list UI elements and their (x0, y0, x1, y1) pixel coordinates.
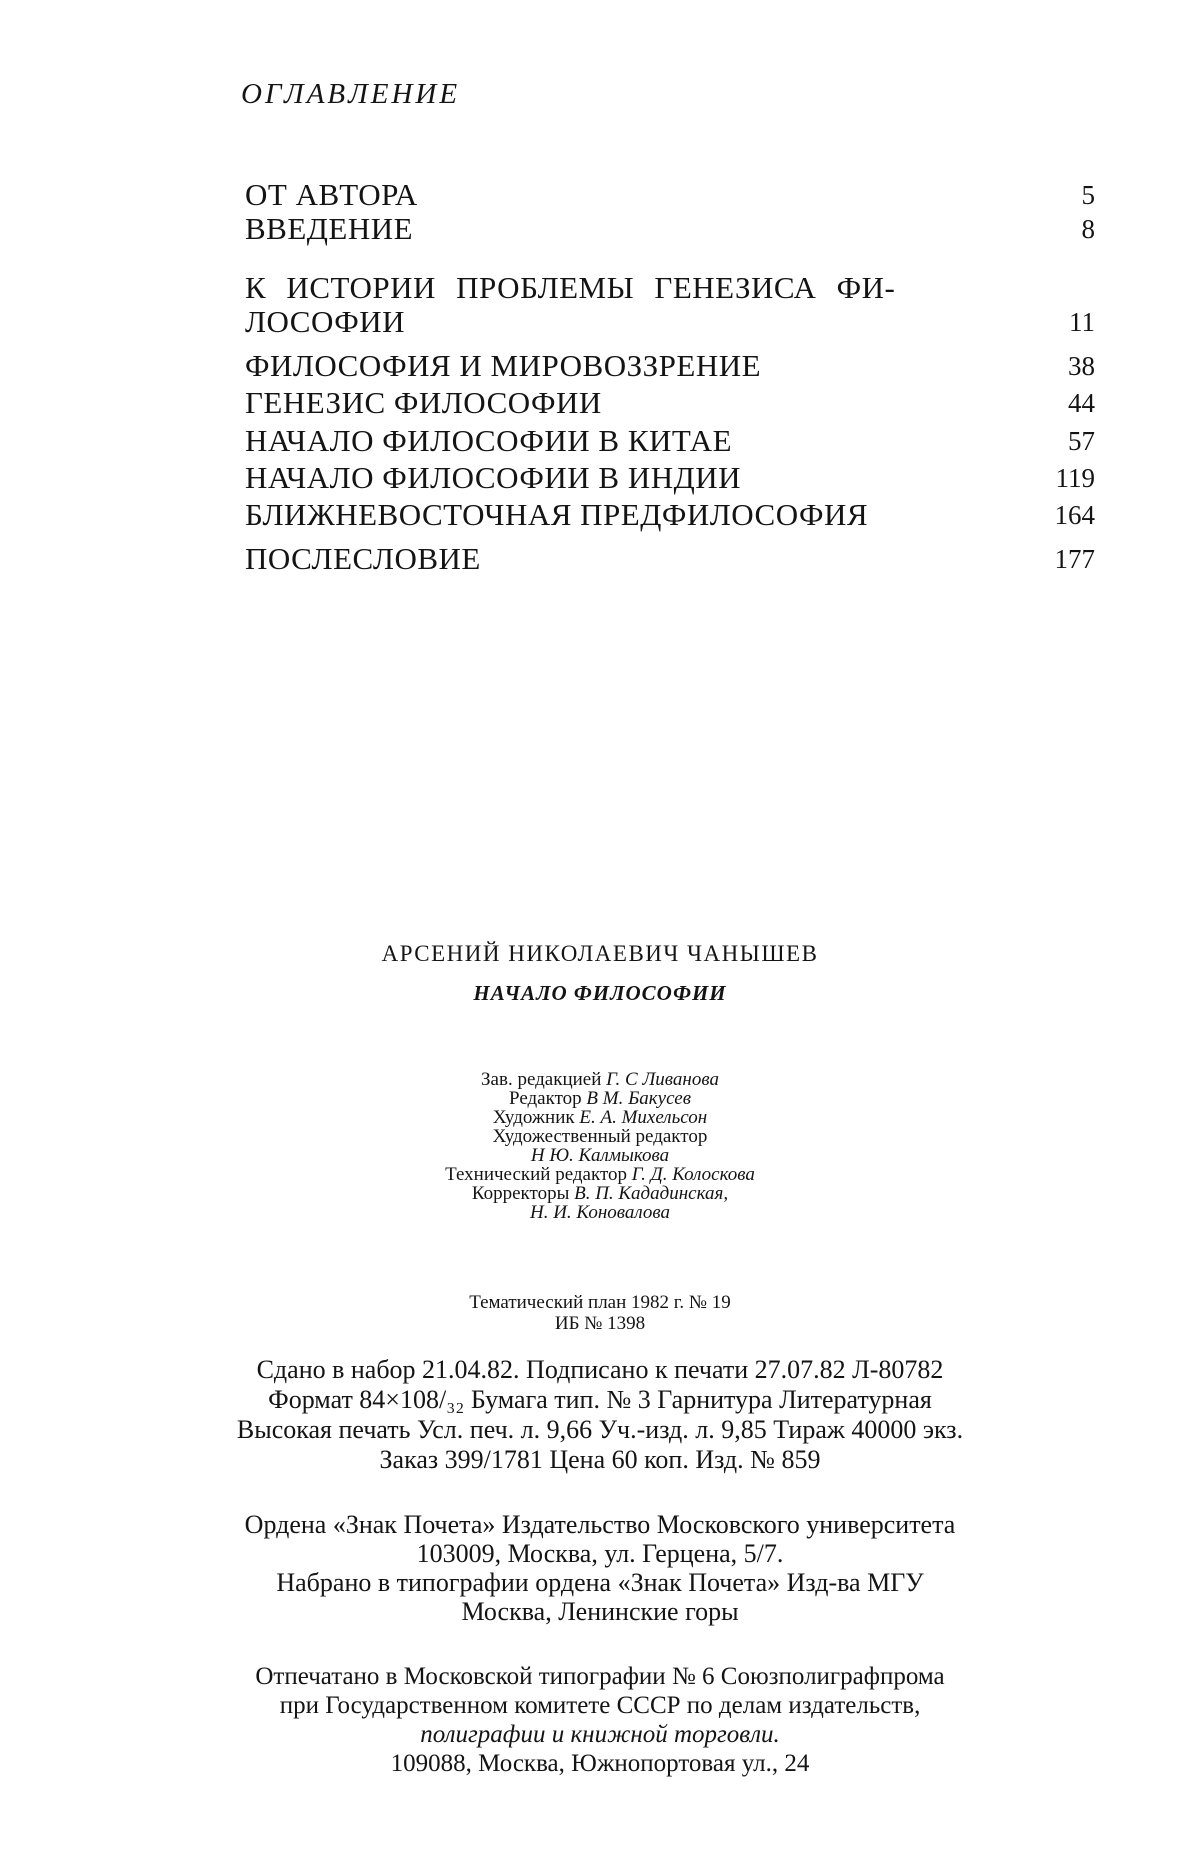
imprint-line: Формат 84×108/₃₂ Бумага тип. № 3 Гарнитура Литературная (268, 1385, 932, 1414)
toc-entry-page: 119 (1055, 463, 1095, 493)
toc-entry-title-continued: ЛОСОФИИ (245, 304, 405, 339)
toc-entry-title: ПОСЛЕСЛОВИЕ (245, 541, 481, 576)
publisher-line: Ордена «Знак Почета» Издательство Московского университета (244, 1510, 956, 1539)
imprint-line: Заказ 399/1781 Цена 60 коп. Изд. № 859 (379, 1445, 821, 1474)
credit-person: Г. Д. Колоскова (631, 1164, 755, 1185)
toc-entry-title: ГЕНЕЗИС ФИЛОСОФИИ (245, 385, 602, 420)
printer-line: 109088, Москва, Южнопортовая ул., 24 (390, 1750, 810, 1777)
colophon-publisher (0, 1510, 1200, 1626)
credit-role: Корректоры (471, 1183, 570, 1204)
credit-person: В М. Бакусев (586, 1088, 691, 1109)
toc-entry (245, 212, 1095, 246)
colophon-printer (0, 1662, 1200, 1778)
credit-line (0, 1203, 1200, 1222)
colophon-plan (0, 1292, 1200, 1334)
toc-entry-page: 44 (1068, 388, 1095, 418)
credit-role: Художник (492, 1107, 575, 1128)
credit-role: Редактор (509, 1088, 582, 1109)
publisher-line: Набрано в типографии ордена «Знак Почета» Изд-ва МГУ (276, 1568, 924, 1597)
toc-entry (245, 424, 1095, 458)
toc-heading: ОГЛАВЛЕНИЕ (241, 78, 461, 110)
toc-entry (245, 271, 1095, 339)
credit-role: Зав. редакцией (481, 1069, 602, 1090)
toc-entry-title: НАЧАЛО ФИЛОСОФИИ В ИНДИИ (245, 460, 742, 495)
colophon-book-title: НАЧАЛО ФИЛОСОФИИ (473, 981, 727, 1005)
toc-entry-title: ФИЛОСОФИЯ И МИРОВОЗЗРЕНИЕ (245, 348, 762, 383)
toc-entry-title: БЛИЖНЕВОСТОЧНАЯ ПРЕДФИЛОСОФИЯ (245, 497, 869, 532)
credit-person: Н. И. Коновалова (529, 1202, 670, 1223)
toc-entry (245, 461, 1095, 495)
toc-entry-title: ОТ АВТОРА (245, 177, 418, 212)
toc-entry (245, 498, 1095, 532)
toc-entry (245, 178, 1095, 212)
toc-entry-page: 164 (1054, 500, 1095, 530)
toc-entry-page: 177 (1054, 544, 1095, 574)
toc-entry (245, 386, 1095, 420)
imprint-line: Сдано в набор 21.04.82. Подписано к печати 27.07.82 Л-80782 (256, 1355, 944, 1384)
colophon-author: АРСЕНИЙ НИКОЛАЕВИЧ ЧАНЫШЕВ (381, 941, 819, 966)
colophon-imprint (0, 1355, 1200, 1475)
toc-entry-page: 5 (1081, 180, 1095, 210)
plan-line: Тематический план 1982 г. № 19 (469, 1292, 731, 1313)
toc-entry-title: НАЧАЛО ФИЛОСОФИИ В КИТАЕ (245, 423, 733, 458)
printer-line: полиграфии и книжной торговли. (420, 1721, 780, 1748)
credit-line (0, 1165, 1200, 1184)
credit-line (0, 1127, 1200, 1146)
toc-entry-page: 11 (1069, 307, 1095, 337)
toc-entry (245, 349, 1095, 383)
credit-line (0, 1108, 1200, 1127)
credit-person: Н Ю. Калмыкова (530, 1145, 670, 1166)
toc-entry-page: 38 (1068, 351, 1095, 381)
toc-entry-page: 57 (1068, 426, 1095, 456)
credit-line (0, 1070, 1200, 1089)
credit-line (0, 1184, 1200, 1203)
credit-line (0, 1089, 1200, 1108)
imprint-line: Высокая печать Усл. печ. л. 9,66 Уч.-изд. л. 9,85 Тираж 40000 экз. (236, 1415, 964, 1444)
printer-line: при Государственном комитете СССР по делам издательств, (279, 1692, 921, 1719)
plan-line: ИБ № 1398 (554, 1313, 646, 1334)
credit-person: В. П. Кададинская, (574, 1183, 729, 1204)
printer-line: Отпечатано в Московской типографии № 6 Союзполиграфпрома (255, 1663, 945, 1690)
credit-person: Г. С Ливанова (606, 1069, 719, 1090)
credit-role: Художественный редактор (492, 1126, 708, 1147)
toc-entry-title: К ИСТОРИИ ПРОБЛЕМЫ ГЕНЕЗИСА ФИ- (245, 270, 896, 305)
colophon-credits (0, 1070, 1200, 1222)
publisher-line: Москва, Ленинские горы (461, 1597, 739, 1626)
credit-role: Технический редактор (445, 1164, 628, 1185)
publisher-line: 103009, Москва, ул. Герцена, 5/7. (416, 1539, 784, 1568)
credit-line (0, 1146, 1200, 1165)
toc-entry (245, 542, 1095, 576)
toc-entry-page: 8 (1081, 214, 1095, 244)
credit-person: Е. А. Михельсон (579, 1107, 708, 1128)
toc-entry-title: ВВЕДЕНИЕ (245, 211, 414, 246)
